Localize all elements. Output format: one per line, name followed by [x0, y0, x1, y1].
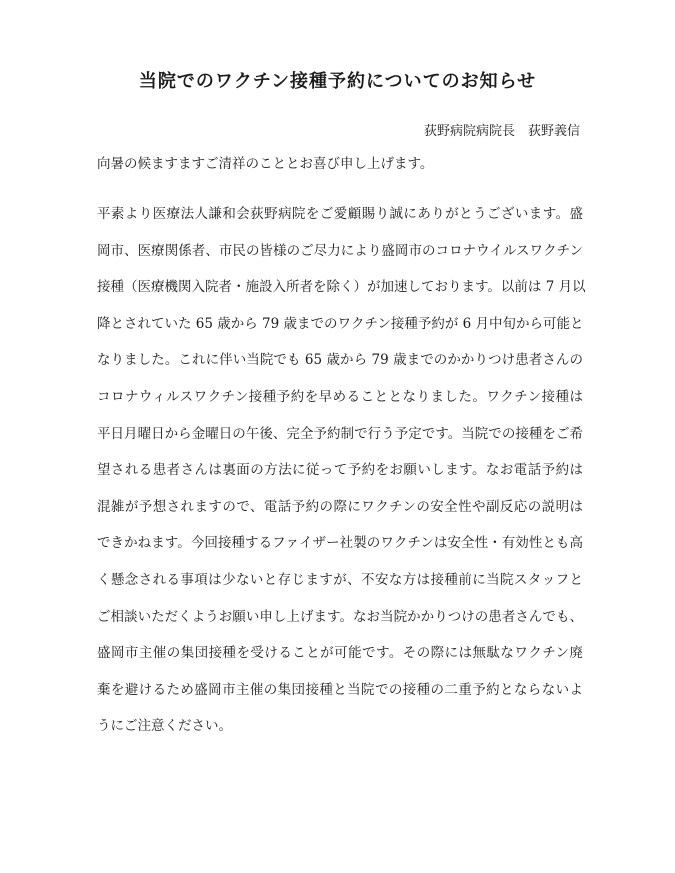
document-title: 当院でのワクチン接種予約についてのお知らせ	[138, 71, 537, 92]
body-line: うにご注意ください。	[97, 718, 232, 735]
body-line: 混雑が予想されますので、電話予約の際にワクチンの安全性や副反応の説明は	[97, 498, 583, 515]
body-line: 平日月曜日から金曜日の午後、完全予約制で行う予定です。当院での接種をご希	[97, 425, 583, 442]
body-line: なりました。これに伴い当院でも 65 歳から 79 歳までのかかりつけ患者さんの	[97, 352, 583, 369]
body-line: 平素より医療法人謙和会荻野病院をご愛顧賜り誠にありがとうございます。盛	[97, 206, 583, 222]
body-line: 降とされていた 65 歳から 79 歳までのワクチン接種予約が 6 月中旬から可能と	[97, 315, 584, 332]
body-line: く懸念される事項は少ないと存じますが、不安な方は接種前に当院スタッフと	[97, 571, 583, 588]
body-line: ご相談いただくようお願い申し上げます。なお当院かかりつけの患者さんでも、	[97, 608, 583, 625]
body-line: 棄を避けるため盛岡市主催の集団接種と当院での接種の二重予約とならないよ	[97, 681, 583, 698]
body-line: 接種（医療機関入院者・施設入所者を除く）が加速しております。以前は 7 月以	[97, 279, 586, 296]
body-line: 盛岡市主催の集団接種を受けることが可能です。その際には無駄なワクチン廃	[97, 645, 583, 662]
body-line: 望される患者さんは裏面の方法に従って予約をお願いします。なお電話予約は	[97, 462, 583, 479]
author-line: 荻野病院病院長 荻野義信	[423, 124, 580, 139]
body-line: コロナウィルスワクチン接種予約を早めることとなりました。ワクチン接種は	[97, 388, 583, 405]
body-paragraph	[97, 196, 586, 745]
greeting-paragraph: 向暑の候ますますご清祥のこととお喜び申し上げます。	[97, 156, 434, 172]
body-line: 岡市、医療関係者、市民の皆様のご尽力により盛岡市のコロナウイルスワクチン	[97, 242, 583, 259]
body-line: できかねます。今回接種するファイザー社製のワクチンは安全性・有効性とも高	[97, 535, 583, 552]
